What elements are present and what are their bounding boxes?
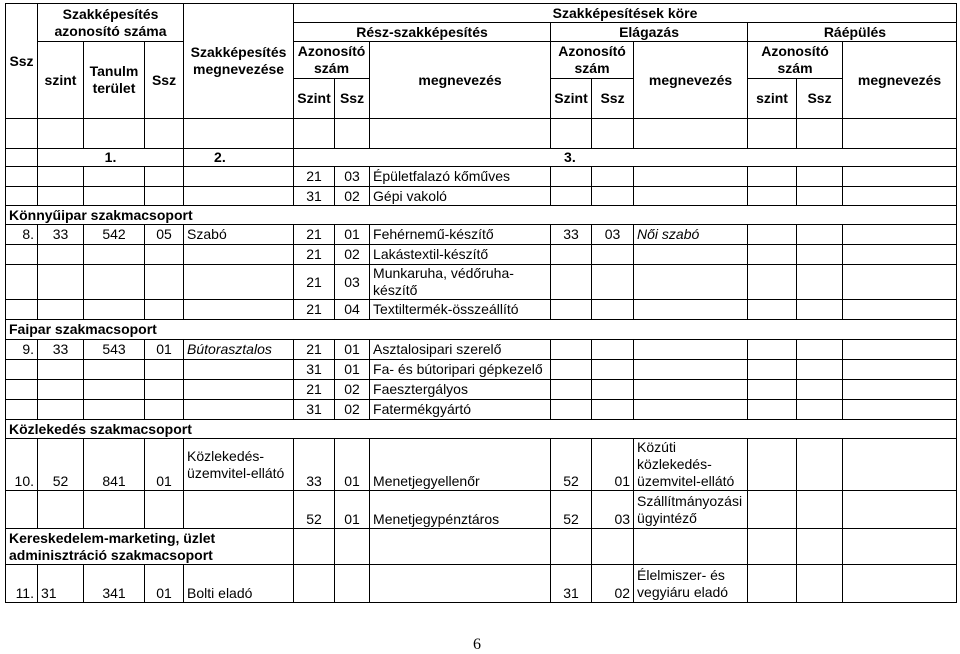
header-elag-szint: Szint	[551, 79, 592, 119]
resz-ssz-cell: 03	[335, 265, 370, 300]
ssz-cell: 01	[145, 439, 184, 491]
resz-name-cell: Fatermékgyártó	[370, 400, 551, 420]
resz-name-cell: Fa- és bútoripari gépkezelő	[370, 360, 551, 380]
row-number: 11.	[6, 565, 38, 603]
table-row	[6, 265, 957, 300]
table-row	[6, 400, 957, 420]
header-resz-szakkepesites: Rész-szakképesítés	[294, 23, 551, 42]
header-elag-ssz: Ssz	[592, 79, 634, 119]
resz-name-cell: Lakástextil-készítő	[370, 245, 551, 265]
table-row	[6, 300, 957, 320]
szint-cell: 52	[38, 439, 84, 491]
index-1: 1.	[38, 149, 184, 167]
section-title-kozlekedes: Közlekedés szakmacsoport	[6, 420, 957, 439]
elag-szint-cell: 33	[551, 225, 592, 245]
section-title-konnyuipar: Könnyűipar szakmacsoport	[6, 206, 957, 225]
header-rae-szint: szint	[748, 79, 797, 119]
elag-szint-cell: 52	[551, 491, 592, 529]
resz-szint-cell: 21	[294, 380, 335, 400]
name-cell: Bolti eladó	[184, 565, 294, 603]
section-title-kereskedelem: Kereskedelem-marketing, üzlet adminisztráció szakmacsoport	[6, 529, 294, 565]
section-row	[6, 420, 957, 439]
header-szakkepesites-megnevezese: Szakképesítés megnevezése	[184, 4, 294, 119]
resz-ssz-cell: 02	[335, 400, 370, 420]
table-row	[6, 439, 957, 491]
resz-szint-cell: 52	[294, 491, 335, 529]
resz-szint-cell: 31	[294, 360, 335, 380]
resz-szint-cell: 21	[294, 265, 335, 300]
szint-cell: 33	[38, 225, 84, 245]
ssz-cell: 05	[145, 225, 184, 245]
elag-name-cell: Élelmiszer- és vegyiáru eladó	[634, 565, 748, 603]
resz-szint-cell: 21	[294, 225, 335, 245]
szint-cell: 31	[38, 565, 84, 603]
resz-name-cell: Menetjegyellenőr	[370, 439, 551, 491]
header-szakkepesitesek-kore: Szakképesítések köre	[294, 4, 957, 23]
resz-ssz-cell: 04	[335, 300, 370, 320]
table-row	[6, 360, 957, 380]
tanulm-cell: 543	[84, 340, 145, 360]
tanulm-cell: 841	[84, 439, 145, 491]
header-resz-azonosito: Azonosító szám	[294, 42, 370, 79]
index-2: 2.	[184, 149, 294, 167]
elag-szint-cell: 31	[551, 565, 592, 603]
name-cell: Szabó	[184, 225, 294, 245]
spacer-row	[6, 119, 957, 149]
header-row-1	[6, 4, 957, 23]
resz-name-cell: Épületfalazó kőműves	[370, 167, 551, 187]
table-row	[6, 380, 957, 400]
header-azonosito-group: Szakképesítés azonosító száma	[38, 4, 184, 42]
ssz-cell: 01	[145, 565, 184, 603]
resz-name-cell: Textiltermék-összeállító	[370, 300, 551, 320]
resz-name-cell: Asztalosipari szerelő	[370, 340, 551, 360]
header-resz-ssz: Ssz	[335, 79, 370, 119]
section-row	[6, 529, 957, 565]
row-number: 9.	[6, 340, 38, 360]
ssz-cell: 01	[145, 340, 184, 360]
name-cell: Bútorasztalos	[184, 340, 294, 360]
elag-name-cell: Női szabó	[634, 225, 748, 245]
elag-ssz-cell: 02	[592, 565, 634, 603]
resz-ssz-cell: 01	[335, 225, 370, 245]
resz-ssz-cell: 01	[335, 491, 370, 529]
header-ssz-2: Ssz	[145, 42, 184, 119]
table-row	[6, 187, 957, 206]
resz-ssz-cell: 03	[335, 167, 370, 187]
resz-szint-cell: 31	[294, 400, 335, 420]
resz-name-cell: Munkaruha, védőruha-készítő	[370, 265, 551, 300]
elag-ssz-cell: 03	[592, 225, 634, 245]
header-rae-ssz: Ssz	[797, 79, 843, 119]
table-row	[6, 565, 957, 603]
elag-name-cell: Szállítmányozási ügyintéző	[634, 491, 748, 529]
resz-ssz-cell: 01	[335, 360, 370, 380]
resz-ssz-cell: 02	[335, 245, 370, 265]
resz-szint-cell: 21	[294, 167, 335, 187]
resz-ssz-cell: 02	[335, 187, 370, 206]
header-resz-szint: Szint	[294, 79, 335, 119]
header-rae-megnevezes: megnevezés	[843, 42, 957, 119]
header-row-3	[6, 42, 957, 79]
row-number: 10.	[6, 439, 38, 491]
header-elagazas: Elágazás	[551, 23, 748, 42]
tanulm-cell: 341	[84, 565, 145, 603]
header-ssz: Ssz	[6, 4, 38, 119]
index-row	[6, 149, 957, 167]
index-3: 3.	[294, 149, 957, 167]
header-elag-megnevezes: megnevezés	[634, 42, 748, 119]
table-row	[6, 491, 957, 529]
resz-name-cell: Gépi vakoló	[370, 187, 551, 206]
resz-szint-cell: 31	[294, 187, 335, 206]
table-row	[6, 340, 957, 360]
qualification-table	[5, 3, 957, 603]
header-resz-megnevezes: megnevezés	[370, 42, 551, 119]
resz-szint-cell: 21	[294, 300, 335, 320]
table-row	[6, 167, 957, 187]
resz-ssz-cell: 01	[335, 439, 370, 491]
resz-ssz-cell: 02	[335, 380, 370, 400]
section-row	[6, 206, 957, 225]
szint-cell: 33	[38, 340, 84, 360]
tanulm-cell: 542	[84, 225, 145, 245]
resz-name-cell: Faesztergályos	[370, 380, 551, 400]
table-row	[6, 225, 957, 245]
elag-ssz-cell: 01	[592, 439, 634, 491]
resz-szint-cell: 21	[294, 245, 335, 265]
resz-ssz-cell: 01	[335, 340, 370, 360]
header-rae-azonosito: Azonosító szám	[748, 42, 843, 79]
row-number: 8.	[6, 225, 38, 245]
page-number: 6	[473, 636, 481, 653]
header-raepules: Ráépülés	[748, 23, 957, 42]
elag-name-cell: Közúti közlekedés-üzemvitel-ellátó	[634, 439, 748, 491]
section-row	[6, 320, 957, 340]
elag-szint-cell: 52	[551, 439, 592, 491]
resz-szint-cell: 33	[294, 439, 335, 491]
name-cell: Közlekedés-üzemvitel-ellátó	[184, 439, 294, 491]
section-title-faipar: Faipar szakmacsoport	[6, 320, 957, 340]
elag-ssz-cell: 03	[592, 491, 634, 529]
header-szint: szint	[38, 42, 84, 119]
table-row	[6, 245, 957, 265]
resz-szint-cell: 21	[294, 340, 335, 360]
header-elag-azonosito: Azonosító szám	[551, 42, 634, 79]
header-tanulm-terulet: Tanulm terület	[84, 42, 145, 119]
resz-name-cell: Menetjegypénztáros	[370, 491, 551, 529]
resz-name-cell: Fehérnemű-készítő	[370, 225, 551, 245]
